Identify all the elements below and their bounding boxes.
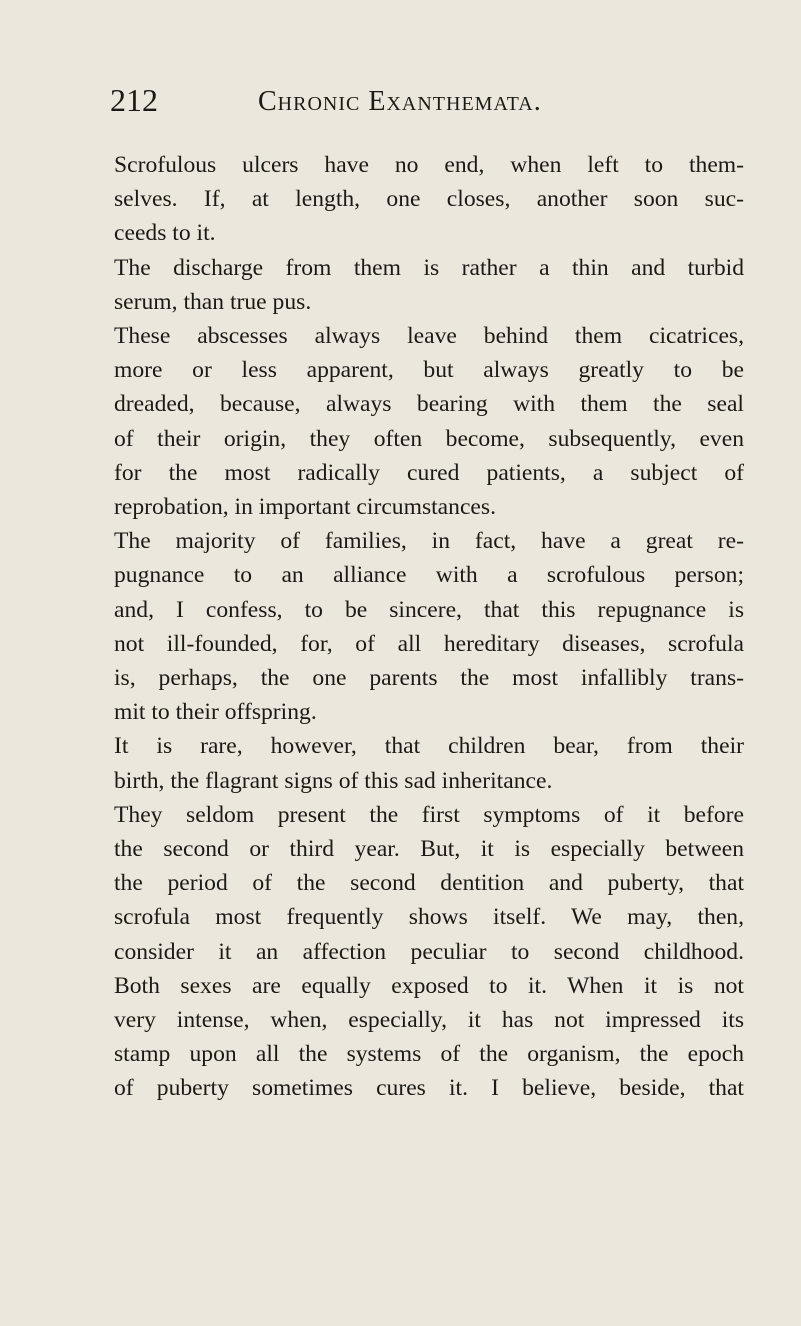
text-line: These abscesses always leave behind them cicatrices, — [114, 323, 744, 350]
text-line: ceeds to it. — [114, 220, 216, 247]
text-line: reprobation, in important circumstances. — [114, 494, 496, 521]
text-line: dreaded, because, always bearing with them the seal — [114, 391, 744, 418]
text-line: very intense, when, especially, it has not impressed its — [114, 1007, 744, 1034]
text-line: Scrofulous ulcers have no end, when left to them- — [114, 152, 744, 178]
text-line: not ill-founded, for, of all hereditary diseases, scrofula — [114, 630, 744, 657]
text-line: the second or third year. But, it is especially between — [114, 836, 744, 863]
text-line: birth, the flagrant signs of this sad inheritance. — [114, 767, 553, 794]
running-title: Chronic Exanthemata. — [258, 86, 542, 117]
text-line: It is rare, however, that children bear, from their — [114, 733, 744, 760]
text-line: of puberty sometimes cures it. I believe, beside, that — [114, 1075, 744, 1102]
text-line: They seldom present the first symptoms of it before — [114, 801, 744, 828]
text-line: serum, than true pus. — [114, 288, 312, 315]
text-line: and, I confess, to be sincere, that this repugnance is — [114, 596, 744, 623]
text-line: of their origin, they often become, subsequently, even — [114, 425, 744, 452]
text-line: pugnance to an alliance with a scrofulous person; — [114, 562, 744, 589]
text-line: the period of the second dentition and puberty, that — [114, 870, 744, 897]
text-line: is, perhaps, the one parents the most infallibly trans- — [114, 665, 744, 692]
text-line: stamp upon all the systems of the organism, the epoch — [114, 1041, 744, 1068]
text-line: Both sexes are equally exposed to it. When it is not — [114, 972, 744, 999]
text-line: for the most radically cured patients, a subject of — [114, 459, 744, 486]
text-line: selves. If, at length, one closes, another soon suc- — [114, 186, 744, 213]
page-number: 212 — [110, 82, 158, 118]
text-line: scrofula most frequently shows itself. We may, then, — [114, 904, 744, 931]
text-line: consider it an affection peculiar to second childhood. — [114, 938, 744, 965]
text-line: more or less apparent, but always greatly to be — [114, 357, 744, 384]
body-text — [114, 148, 744, 1106]
running-head — [110, 82, 750, 122]
text-line: The discharge from them is rather a thin and turbid — [114, 254, 744, 281]
text-line: The majority of families, in fact, have a great re- — [114, 528, 744, 555]
text-line: mit to their offspring. — [114, 699, 317, 726]
